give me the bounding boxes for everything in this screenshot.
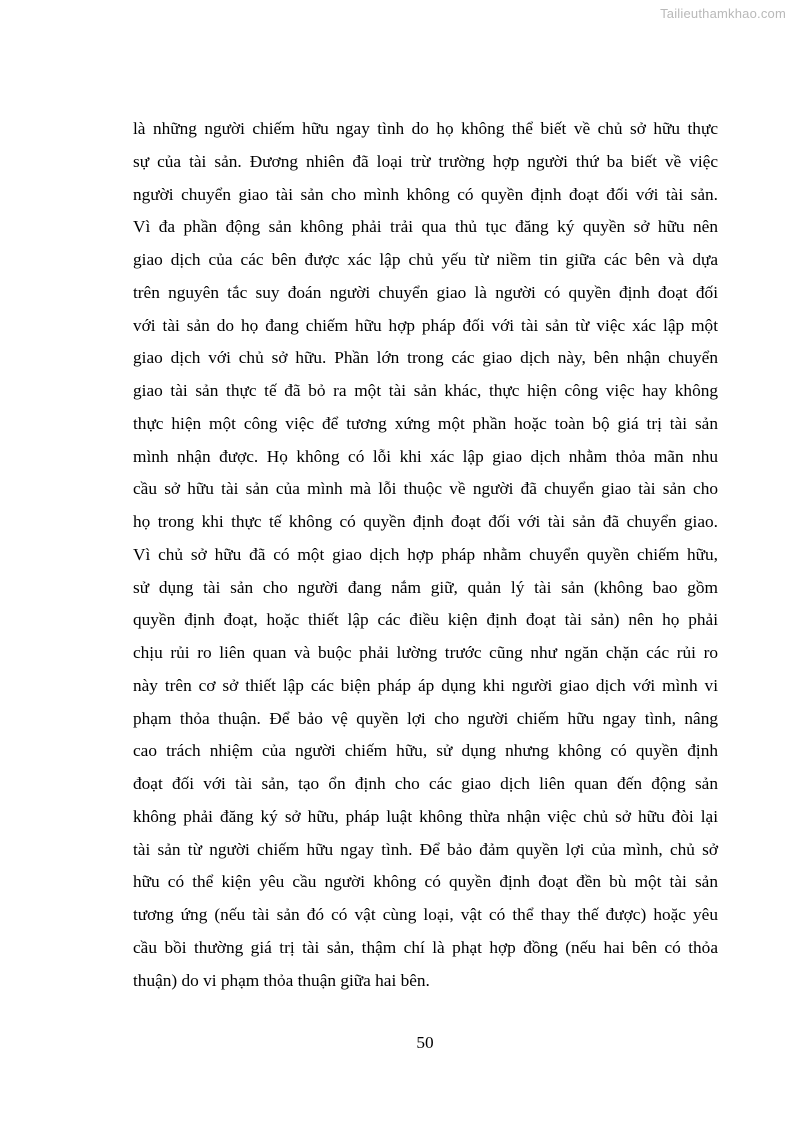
text-line: cầu sở hữu tài sản của mình mà lỗi thuộc về người đã chuyển giao tài sản cho [133, 479, 718, 499]
text-line: chịu rủi ro liên quan và buộc phải lường trước cũng như ngăn chặn các rủi ro [133, 643, 718, 662]
text-line: cầu bồi thường giá trị tài sản, thậm chí là phạt hợp đồng (nếu hai bên có thỏa [133, 937, 718, 957]
text-line: giao dịch với chủ sở hữu. Phần lớn trong các giao dịch này, bên nhận chuyển [133, 348, 718, 368]
text-line: quyền định đoạt, hoặc thiết lập các điều kiện định đoạt tài sản) nên họ phải [133, 610, 718, 630]
text-line: đoạt đối với tài sản, tạo ổn định cho các giao dịch liên quan đến động sản [133, 774, 718, 793]
text-line: sử dụng tài sản cho người đang nắm giữ, quản lý tài sản (không bao gồm [133, 577, 718, 597]
text-line: này trên cơ sở thiết lập các biện pháp áp dụng khi người giao dịch với mình vi [133, 675, 718, 695]
text-line: mình nhận được. Họ không có lỗi khi xác lập giao dịch nhằm thỏa mãn nhu [133, 446, 718, 466]
text-line: trên nguyên tắc suy đoán người chuyển giao là người có quyền định đoạt đối [133, 282, 718, 302]
page-number: 50 [416, 1033, 434, 1052]
text-line: tài sản từ người chiếm hữu ngay tình. Để bảo đảm quyền lợi của mình, chủ sở [133, 839, 718, 859]
text-line: thực hiện một công việc để tương xứng một phần hoặc toàn bộ giá trị tài sản [133, 413, 718, 433]
text-line: Vì đa phần động sản không phải trải qua thủ tục đăng ký quyền sở hữu nên [133, 217, 718, 237]
text-line: hữu có thể kiện yêu cầu người không có quyền định đoạt đền bù một tài sản [133, 872, 718, 892]
text-line: giao tài sản thực tế đã bỏ ra một tài sản khác, thực hiện công việc hay không [133, 381, 718, 400]
text-line: tương ứng (nếu tài sản đó có vật cùng loại, vật có thể thay thế được) hoặc yêu [133, 905, 718, 924]
text-line-last: thuận) do vi phạm thỏa thuận giữa hai bên. [133, 970, 430, 990]
text-line: giao dịch của các bên được xác lập chủ yếu từ niềm tin giữa các bên và dựa [133, 250, 718, 269]
text-line: sự của tài sản. Đương nhiên đã loại trừ trường hợp người thứ ba biết về việc [133, 151, 718, 171]
text-line: phạm thỏa thuận. Để bảo vệ quyền lợi cho người chiếm hữu ngay tình, nâng [133, 708, 718, 728]
text-line: họ trong khi thực tế không có quyền định đoạt đối với tài sản đã chuyển giao. [133, 512, 718, 531]
text-line: với tài sản do họ đang chiếm hữu hợp pháp đối với tài sản từ việc xác lập một [133, 315, 718, 335]
body-paragraph [133, 113, 718, 997]
text-line: là những người chiếm hữu ngay tình do họ không thể biết về chủ sở hữu thực [133, 119, 718, 138]
text-line: không phải đăng ký sở hữu, pháp luật không thừa nhận việc chủ sở hữu đòi lại [133, 806, 718, 826]
text-line: Vì chủ sở hữu đã có một giao dịch hợp pháp nhằm chuyển quyền chiếm hữu, [133, 544, 718, 564]
text-line: cao trách nhiệm của người chiếm hữu, sử dụng nhưng không có quyền định [133, 741, 718, 761]
text-line: người chuyển giao tài sản cho mình không có quyền định đoạt đối với tài sản. [133, 184, 718, 204]
watermark-text: Tailieuthamkhao.com [660, 6, 786, 21]
